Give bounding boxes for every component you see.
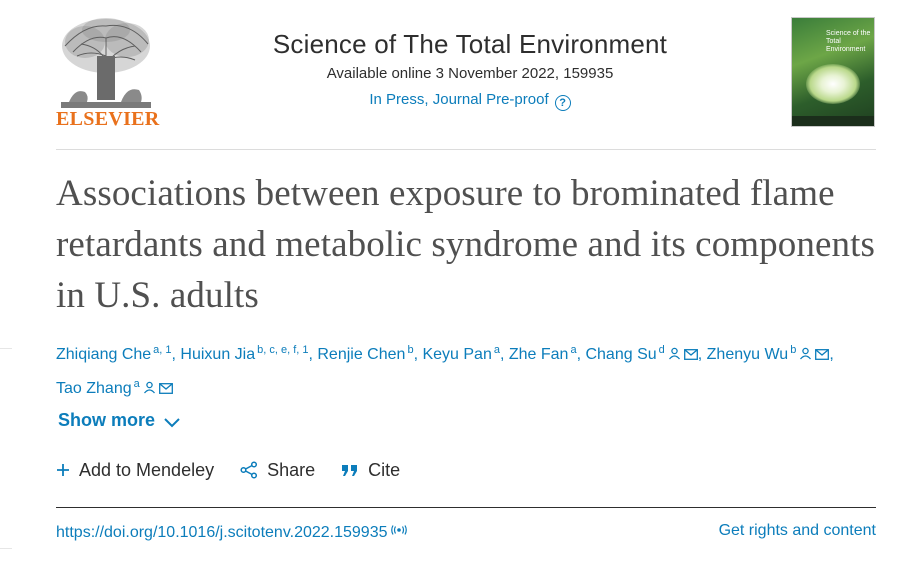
cover-graphic bbox=[806, 64, 860, 104]
plus-icon bbox=[56, 463, 70, 477]
author-link[interactable]: Renjie Chen $^b$ bbox=[317, 344, 414, 363]
elsevier-wordmark[interactable]: ELSEVIER bbox=[56, 108, 160, 130]
person-icon bbox=[668, 342, 681, 370]
person-icon bbox=[143, 376, 156, 404]
left-edge-rule bbox=[0, 348, 12, 349]
author-link[interactable]: Zhe Fan $^a$ bbox=[508, 344, 577, 363]
doi-link[interactable] bbox=[56, 520, 407, 544]
cite-button[interactable] bbox=[341, 458, 400, 482]
show-more-button[interactable] bbox=[58, 408, 181, 435]
cite-label: Cite bbox=[368, 460, 401, 480]
header-divider bbox=[56, 149, 876, 150]
status-label[interactable]: In Press, Journal Pre-proof bbox=[369, 91, 549, 108]
doi-text: https://doi.org/10.1016/j.scitotenv.2022.159935 bbox=[56, 524, 388, 541]
availability-text: Available online 3 November 2022, 159935 bbox=[326, 65, 614, 82]
share-button[interactable] bbox=[240, 458, 315, 482]
article-actions bbox=[56, 458, 426, 482]
article-title: Associations between exposure to brominated flame retardants and metabolic syndrome and its components in U.S. adults bbox=[56, 173, 875, 316]
envelope-icon bbox=[684, 342, 698, 370]
show-more-label: Show more bbox=[58, 410, 156, 430]
left-edge-rule bbox=[0, 548, 12, 549]
author-link[interactable]: Zhiqiang Che $^{a, 1}$ bbox=[56, 344, 172, 363]
author-link[interactable]: Tao Zhang $^a$ bbox=[56, 380, 173, 397]
chevron-down-icon bbox=[163, 411, 181, 435]
author-link[interactable]: Chang Su $^d$ bbox=[585, 346, 697, 363]
quote-icon bbox=[341, 463, 359, 477]
journal-cover-image[interactable] bbox=[791, 17, 875, 127]
cover-footer bbox=[792, 116, 874, 126]
open-access-icon bbox=[391, 520, 407, 542]
journal-header bbox=[200, 28, 740, 111]
share-label: Share bbox=[267, 460, 316, 480]
mendeley-label: Add to Mendeley bbox=[79, 460, 215, 480]
author-link[interactable]: Keyu Pan $^a$ bbox=[422, 344, 500, 363]
person-icon bbox=[799, 342, 812, 370]
actions-divider bbox=[56, 507, 876, 508]
envelope-icon bbox=[159, 376, 173, 404]
add-to-mendeley-button[interactable] bbox=[56, 458, 214, 482]
cover-title: Science of the Total Environment bbox=[826, 30, 871, 53]
help-icon[interactable]: ? bbox=[555, 95, 571, 111]
author-link[interactable]: Huixun Jia $^{b, c, e, f, 1}$ bbox=[180, 344, 309, 363]
author-list: Zhiqiang Che $^{a, 1}$, Huixun Jia $^{b, c, e, f, 1}$, Renjie Chen $^b$, Keyu Pan $^a$, Zhe Fan $^a$, Chang Su $^d$ , Zhenyu Wu $^b$ , Tao Zhang $^a$ bbox=[56, 336, 886, 404]
get-rights-link[interactable]: Get rights and content bbox=[718, 522, 876, 539]
journal-title[interactable]: Science of The Total Environment bbox=[272, 29, 668, 59]
author-link[interactable]: Zhenyu Wu $^b$ bbox=[707, 346, 830, 363]
envelope-icon bbox=[815, 342, 829, 370]
journal-status[interactable] bbox=[200, 90, 740, 111]
share-icon bbox=[240, 461, 258, 479]
tree-icon bbox=[55, 16, 157, 108]
